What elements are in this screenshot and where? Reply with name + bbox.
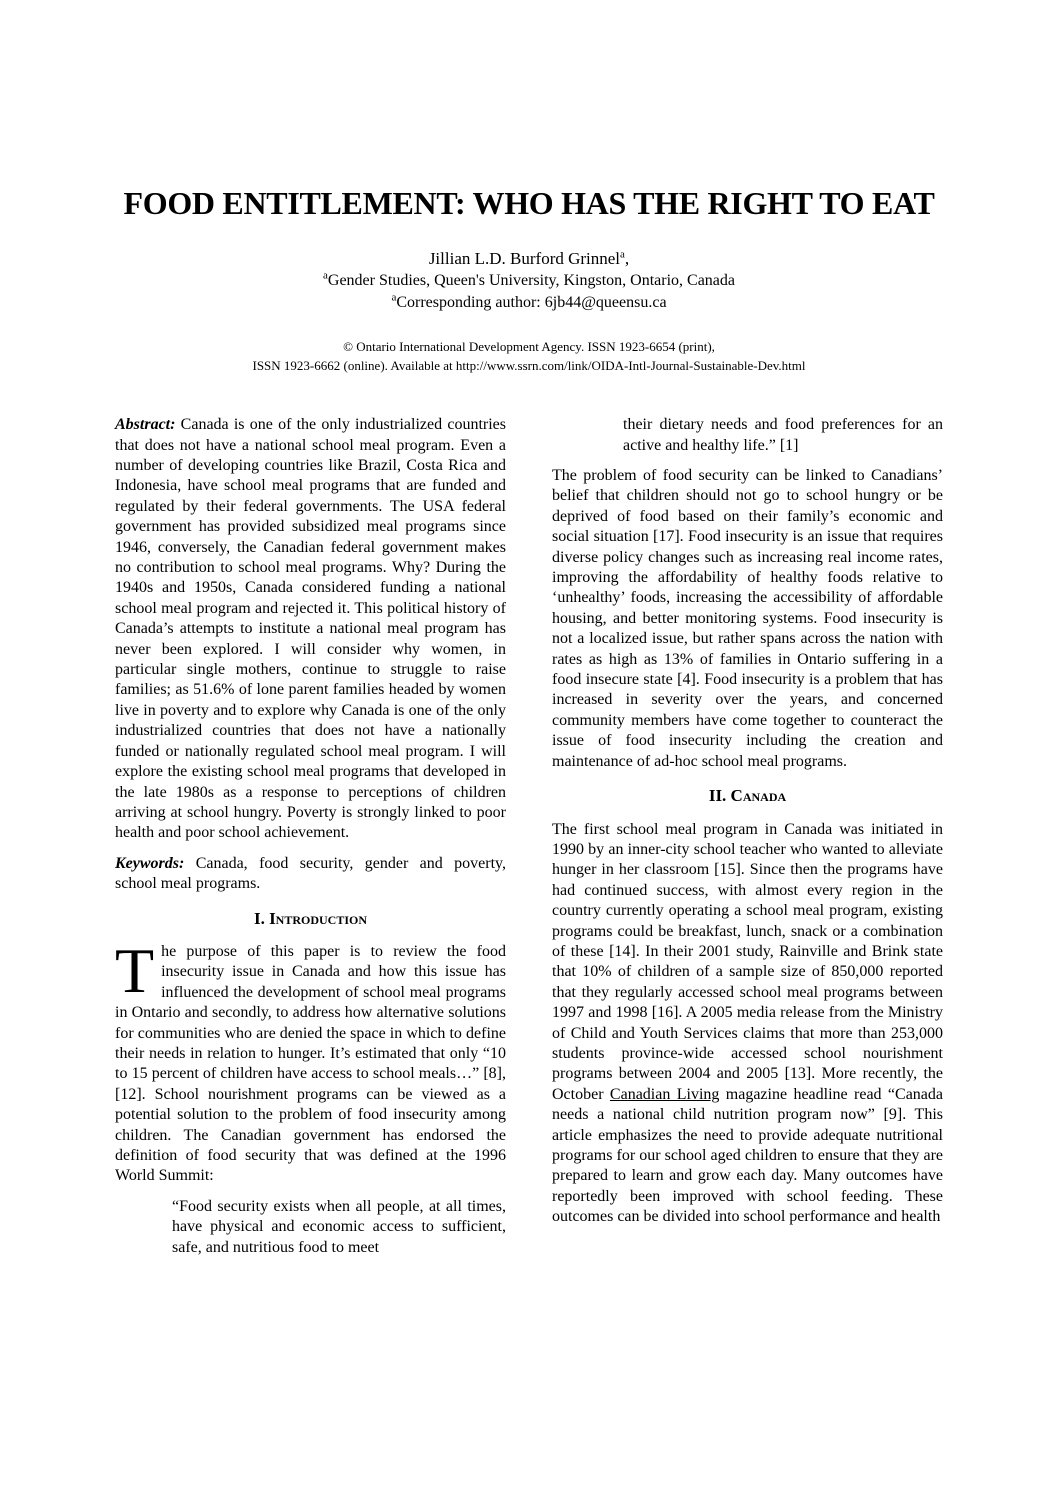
abstract-text: Canada is one of the only industrialized countries that does not have a national school meal program. Even a number of developing countries like Brazil, Costa Rica and Indonesia, have school meal programs that are funded and regulated by their federal governments. The USA federal government has provided subsidized meal programs since 1946, conversely, the Canadian federal government makes no contribution to school meal programs. Why? During the 1940s and 1950s, Canada considered funding a national school meal program and rejected it. This political history of Canada’s attempts to institute a national meal program has never been explored. I will consider why women, in particular single mothers, continue to struggle to raise families; as 51.6% of lone parent families headed by women live in poverty and to explore why Canada is one of the only industrialized countries that does not have a nationally funded or nationally regulated school meal program. I will explore the existing school meal programs that developed in the late 1980s as a response to perceptions of children arriving at school hungry. Poverty is strongly linked to poor health and poor school achievement.: [115, 416, 506, 842]
section-heading-canada: II. Canada: [708, 786, 787, 806]
canada-text-part1: The first school meal program in Canada was initiated in 1990 by an inner-city school teacher who wanted to alleviate hunger in her classroom [15]. Since then the programs have had continued success, with almost every region in the country currently operating a school meal program, existing programs could be breakfast, lunch, snack or a combination of these [14]. In their 2001 study, Rainville and Brink state that 10% of children of a sample size of 850,000 reported that they regularly accessed school meal programs between 1997 and 1998 [16]. A 2005 media release from the Ministry of Child and Youth Services claims that more than 253,000 students province-wide accessed school nourishment programs between 2004 and 2005 [13]. More recently, the October: [552, 820, 943, 1103]
abstract-label: Abstract:: [115, 416, 176, 434]
author-affiliation: [0, 270, 1058, 292]
author-name-comma: ,: [624, 249, 630, 269]
imprint-line-1: © Ontario International Development Agency. ISSN 1923-6654 (print),: [343, 339, 715, 355]
quote-end-text: their dietary needs and food preferences for an active and healthy life.” [1]: [623, 416, 943, 454]
food-security-quote-end: [623, 415, 943, 456]
imprint-line-2: ISSN 1923-6662 (online). Available at http://www.ssrn.com/link/OIDA-Intl-Journal-Sustainable-Dev.html: [252, 358, 806, 374]
canada-text-part2: magazine headline read “Canada needs a national child nutrition program now” [9]. This article emphasizes the need to provide adequate nutritional programs for our school aged children to ensure that they are prepared to learn and grow each day. Many outcomes have reportedly been improved with school feeding. These outcomes can be divided into school performance and health: [552, 1085, 944, 1226]
affiliation-superscript: a: [323, 269, 328, 282]
right-column: [552, 415, 943, 1268]
introduction-paragraph: [115, 934, 506, 1187]
paper-title: FOOD ENTITLEMENT: WHO HAS THE RIGHT TO EAT: [123, 185, 935, 221]
affiliation-text: Gender Studies, Queen's University, Kingston, Ontario, Canada: [327, 272, 735, 290]
author-block: [0, 247, 1058, 314]
corresponding-author: [0, 292, 1058, 314]
canada-paragraph: [552, 820, 943, 1228]
introduction-text: he purpose of this paper is to review the food insecurity issue in Canada and how this issue has influenced the development of school meal programs in Ontario and secondly, to address how alternative solutions for communities who are denied the space in which to define their needs in relation to hunger. It’s estimated that only “10 to 15 percent of children have access to school meals…” [8], [12]. School nourishment programs can be viewed as a potential solution to the problem of food insecurity among children. The Canadian government has endorsed the definition of food security that was defined at the 1996 World Summit:: [115, 942, 506, 1185]
food-security-quote-start: [172, 1197, 506, 1258]
two-column-body: [115, 415, 943, 1268]
abstract-paragraph: [115, 415, 506, 844]
keywords-paragraph: [115, 854, 506, 895]
drop-cap: T: [115, 934, 155, 1006]
section-heading-introduction: I. Introduction: [253, 908, 368, 928]
canadian-living-underlined: Canadian Living: [609, 1085, 720, 1103]
publisher-imprint: [0, 337, 1058, 375]
keywords-label: Keywords:: [115, 854, 185, 872]
author-name-superscript: a: [620, 248, 625, 261]
corresponding-text: Corresponding author: 6jb44@queensu.ca: [396, 294, 667, 312]
left-column: [115, 415, 506, 1268]
corresponding-superscript: a: [391, 291, 397, 304]
author-name: [0, 247, 1058, 270]
food-security-paragraph: The problem of food security can be linked to Canadians’ belief that children should not go to school hungry or be deprived of food based on their family’s economic and social situation [17]. Food insecurity is an issue that requires diverse policy changes such as increasing real income rates, improving the affordability of healthy foods relative to ‘unhealthy’ foods, increasing the accessibility of affordable housing, and better monitoring systems. Food insecurity is not a localized issue, but rather spans across the nation with rates as high as 13% of families in Ontario suffering in a food insecure state [4]. Food insecurity is a problem that has increased in severity over the years, and concerned community members have come together to counteract the issue of food insecurity including the creation and maintenance of ad-hoc school meal programs.: [552, 467, 943, 770]
keywords-text: Canada, food security, gender and poverty, school meal programs.: [115, 854, 506, 893]
quote-start-text: “Food security exists when all people, at all times, have physical and economic access to sufficient, safe, and nutritious food to meet: [172, 1197, 506, 1256]
author-name-text: Jillian L.D. Burford Grinnel: [428, 249, 621, 269]
